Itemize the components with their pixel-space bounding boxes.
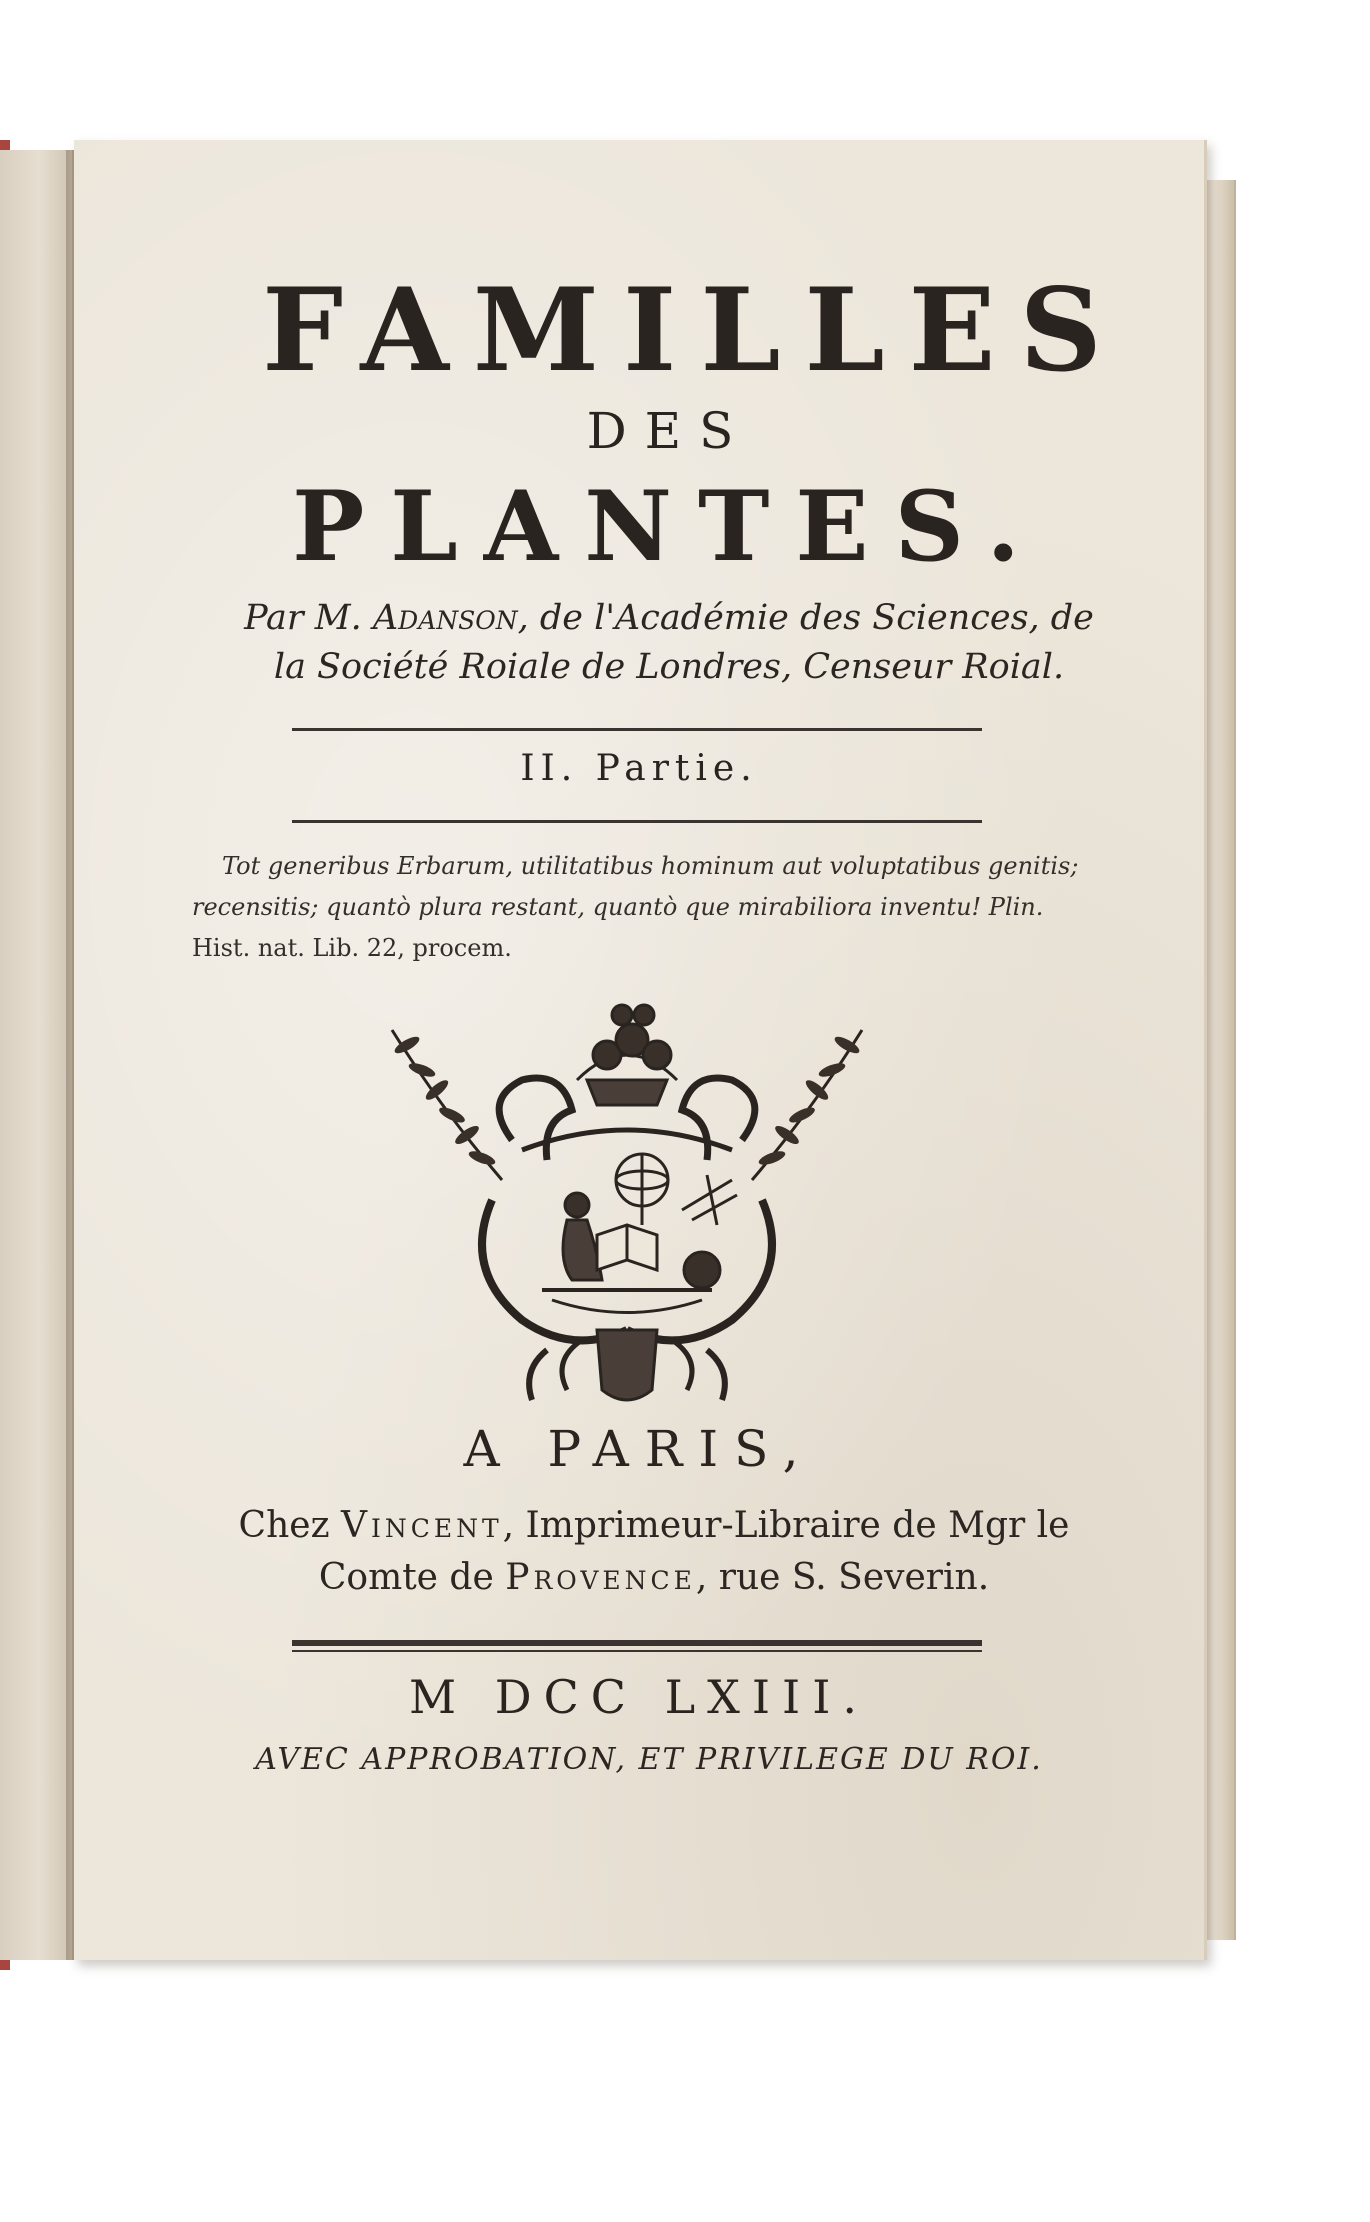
publication-date: M DCC LXIII. (408, 1670, 870, 1724)
imprint-line-1-end: , Imprimeur-Libraire de Mgr le (502, 1505, 1070, 1546)
provence-name: Provence (505, 1557, 696, 1598)
rule-below-part (292, 820, 982, 823)
author-name: Adanson (372, 598, 518, 638)
author-statement (164, 594, 1174, 692)
imprint-line-2-start: Comte de (318, 1557, 506, 1598)
rule-above-date (292, 1640, 982, 1646)
title-line-1: FAMILLES (262, 263, 1126, 397)
part-label: II. Partie. (520, 748, 758, 789)
open-book (0, 140, 1240, 1970)
title-line-3: PLANTES. (292, 470, 1046, 583)
rule-above-date-thin (292, 1650, 982, 1652)
title-page (74, 140, 1207, 1960)
author-affiliation-line-2: la Société Roiale de Londres, Censeur Roial. (273, 647, 1065, 687)
epigraph-line-2: recensitis; quantò plura restant, quantò que mirabiliora inventu! Plin. (192, 893, 1044, 921)
epigraph-line-3: Hist. nat. Lib. 22, procem. (192, 934, 512, 962)
rule-above-part (292, 728, 982, 731)
epigraph (192, 846, 1122, 969)
title-line-2: DES (586, 402, 752, 460)
imprint-place: A PARIS, (463, 1420, 815, 1478)
left-page-edge (0, 150, 74, 1960)
printers-ornament-vignette-icon (372, 970, 882, 1420)
printer-name: Vincent (340, 1505, 503, 1546)
imprint-printer (154, 1500, 1154, 1604)
approbation-line: AVEC APPROBATION, ET PRIVILEGE DU ROI. (255, 1742, 1043, 1777)
imprint-line-1-start: Chez (238, 1505, 341, 1546)
epigraph-line-1: Tot generibus Erbarum, utilitatibus hominum aut voluptatibus genitis; (222, 852, 1079, 880)
author-prefix: Par M. (244, 598, 373, 638)
imprint-line-2-end: , rue S. Severin. (695, 1557, 990, 1598)
author-affiliation: , de l'Académie des Sciences, de (517, 598, 1094, 638)
